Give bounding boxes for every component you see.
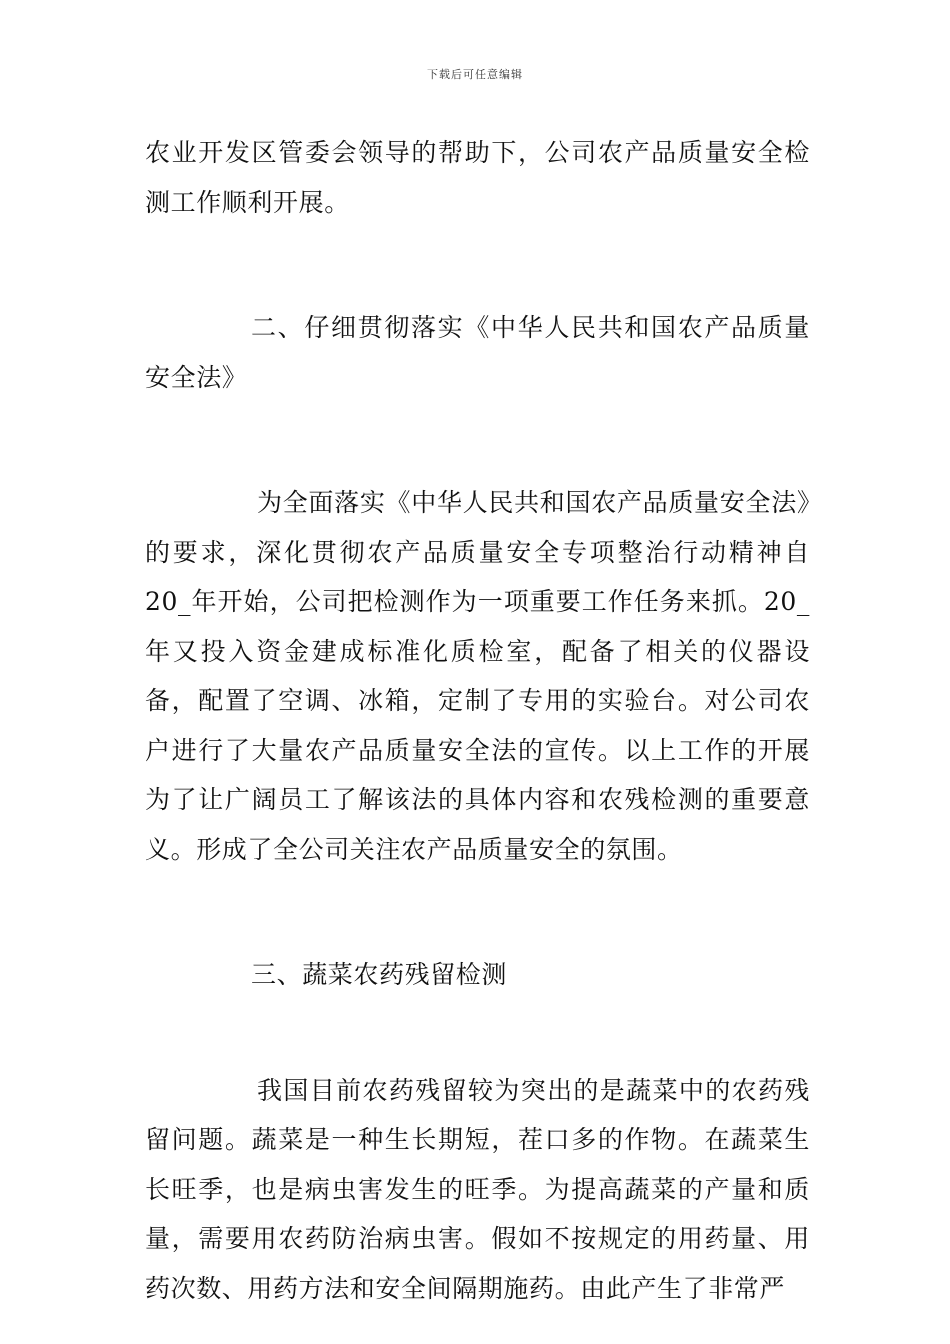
- section-heading-3: 三、蔬菜农药残留检测: [251, 960, 508, 989]
- paragraph-law-implementation: 为全面落实《中华人民共和国农产品质量安全法》的要求，深化贯彻农产品质量安全专项整治行动精神自 20_年开始，公司把检测作为一项重要工作任务来抓。20_年又投入资金建成标准化质检室，配备了相关的仪器设备，配置了空调、冰箱，定制了专用的实验台。对公司农户进行了大量农产品质量安全法的宣传。以上工作的开展为了让广阔员工了解该法的具体内容和农残检测的重要意义。形成了全公司关注农产品质量安全的氛围。: [145, 488, 810, 864]
- paragraph-continuation: 农业开发区管委会领导的帮助下，公司农产品质量安全检测工作顺利开展。: [145, 138, 810, 217]
- document-body: [145, 128, 810, 1313]
- header-note: 下载后可任意编辑: [427, 68, 523, 81]
- section-heading-2: 二、仔细贯彻落实《中华人民共和国农产品质量安全法》: [145, 313, 810, 392]
- paragraph-pesticide-residue: 我国目前农药残留较为突出的是蔬菜中的农药残留问题。蔬菜是一种生长期短，茬口多的作物。在蔬菜生长旺季，也是病虫害发生的旺季。为提高蔬菜的产量和质量，需要用农药防治病虫害。假如不按规定的用药量、用药次数、用药方法和安全间隔期施药。由此产生了非常严: [145, 1075, 810, 1303]
